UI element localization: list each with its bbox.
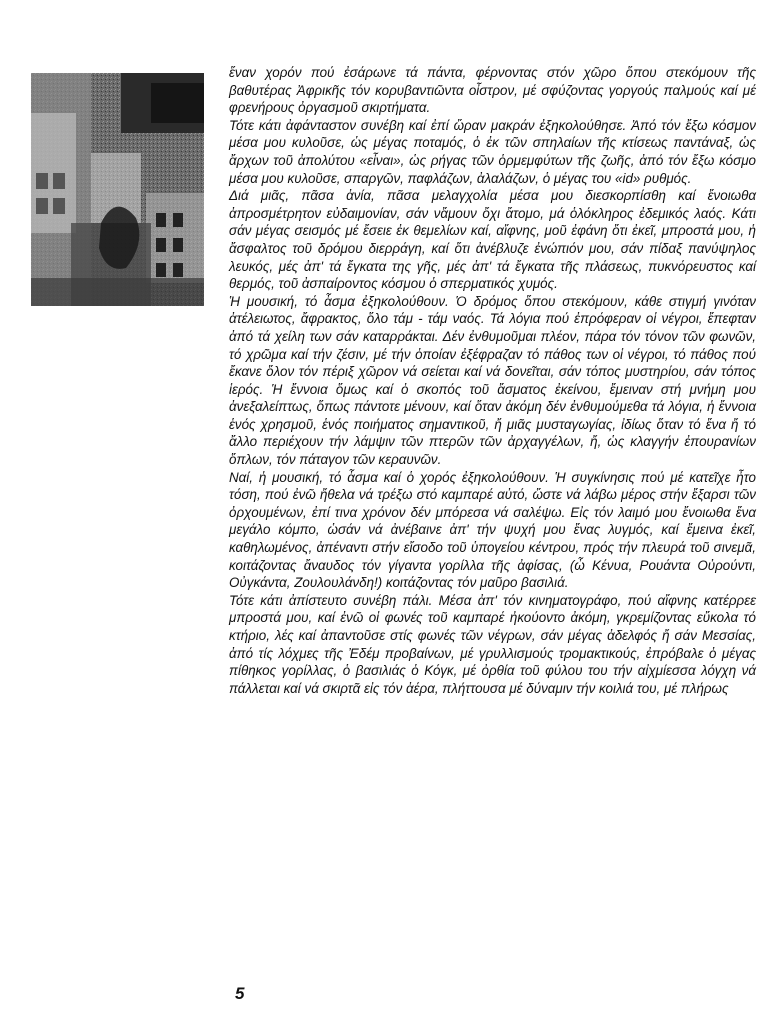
paragraph-3: Διά μιᾶς, πᾶσα ἀνία, πᾶσα μελαγχολία μέσα μου διεσκορπίσθη καί ἔνοιωθα ἀπροσμέτρητον εὐδαιμονίαν, σάν νἄμουν ὄχι ἄτομο, μά ὁλόκληρος ἐδεμικός λαός. Κάτι σάν μέγας σεισμός μέ ἔσειε ἐκ θεμελίων καί, αἴφνης, μοῦ ἐφάνη ὅτι ἐκεῖ, μπροστά μου, ἡ ἄσφαλτος τοῦ δρόμου διερράγη, καί ὅτι ἀνέβλυζε ἐνώπιόν μου, σάν πίδαξ πανύψηλος λευκός, μές ἀπ' τά ἔγκατα της γῆς, μές ἀπ' τά ἔγκατα τῆς πλάσεως, πυκνόρευστος καί θερμός, τοῦ ἀσπαίροντος κόσμου ὁ σπερματικός χυμός.	[229, 188, 756, 292]
paragraph-4: Ἡ μουσική, τό ἆσμα ἐξηκολούθουν. Ὁ δρόμος ὅπου στεκόμουν, κάθε στιγμή γινόταν ἀτέλειωτος, ἄφρακτος, ὅλο τάμ - τάμ ναός. Τά λόγια πού ἐπρόφεραν οἱ νέγροι, ἔπεφταν ἀπό τά χείλη των σάν καταρράκται. Δέν ἐνθυμοῦμαι πλέον, πάρα τόν τόνον τῶν φωνῶν, τό χρῶμα καί τήν ζέσιν, μέ τήν ὁποίαν ἐξέφραζαν τό πάθος των οἱ νέγροι, τό πάθος πού ἔκανε ὅλον τόν πέριξ χῶρον νά σείεται καί νά δονεῖται, σάν τόπος μυστηρίου, σάν τόπος ἱερός. Ἡ ἔννοια ὅμως καί ὁ σκοπός τοῦ ἄσματος ἐκείνου, ἔμειναν στή μνήμη μου ἀνεξαλείπτως, ὅπως πάντοτε μένουν, καί ὅταν ἀκόμη δέν ἐνθυμούμεθα τά λόγια, ἡ ἔννοια ἑνός χρησμοῦ, ἑνός ποιήματος σημαντικοῦ, ἤ μιᾶς μυσταγωγίας, ἰδίως ὅταν τό ἕνα ἤ τό ἄλλο περιέχουν τήν λάμψιν τῶν πτερῶν τῶν ἀρχαγγέλων, ἤ, ὡς κλαγγήν ἐπουρανίων ὅπλων, τόν πάταγον τῶν κεραυνῶν.	[229, 293, 756, 468]
paragraph-1: ἕναν χορόν πού ἐσάρωνε τά πάντα, φέρνοντας στόν χῶρο ὅπου στεκόμουν τῆς βαθυτέρας Ἀφρικῆς τόν κορυβαντιῶντα οἶστρον, μέ σφύζοντας γοργούς παλμούς καί μέ φρενήρους ὀργασμοῦ σκιρτήματα.	[229, 65, 756, 116]
article-text	[229, 64, 756, 697]
street-photograph	[31, 73, 204, 306]
paragraph-6: Τότε κάτι ἀπίστευτο συνέβη πάλι. Μέσα ἀπ' τόν κινηματογράφο, πού αἴφνης κατέρρεε μπροστά μου, καί ἐνῶ οἱ φωνές τοῦ καμπαρέ ἠκούοντο ἀκόμη, γκρεμίζοντας εὔκολα τό κτήριο, λές καί ἀπαντοῦσε στίς φωνές τῶν νέγρων, σάν μέγας ἀδελφός ἤ σάν Μεσσίας, ἀπό τίς λόχμες τῆς Ἐδέμ προβαίνων, μέ γρυλλισμούς τρομακτικούς, ἐπρόβαλε ὁ μέγας πίθηκος γορίλλας, ὁ βασιλιάς ὁ Κόγκ, μέ ὀρθία τοῦ φύλου του τήν αἰχμίεσσα λόγχη νά πάλλεται καί νά σκιρτᾶ εἰς τόν ἀέρα, πλήττουσα μέ δύναμιν τήν κοιλιά του, μέ πλήρως	[229, 592, 756, 696]
paragraph-2: Τότε κάτι ἀφάνταστον συνέβη καί ἐπί ὥραν μακράν ἐξηκολούθησε. Ἀπό τόν ἔξω κόσμον μέσα μου κυλοῦσε, ὡς μέγας ποταμός, ὁ ἐκ τῶν σπηλαίων τῆς κτίσεως παντάναξ, ὡς ἄρχων τοῦ ἀπολύτου «εἶναι», ὡς ρήγας τῶν ὁρμεμφύτων τῆς ζωῆς, ἀπό τόν ἔξω κόσμο μέσα μου κυλοῦσε, σπαργῶν, παφλάζων, ἀλαλάζων, ὁ μέγας του «id» ρυθμός.	[229, 117, 756, 186]
paragraph-5: Ναί, ἡ μουσική, τό ἆσμα καί ὁ χορός ἐξηκολούθουν. Ἡ συγκίνησις πού μέ κατεῖχε ἦτο τόση, πού ἐνῶ ἤθελα νά τρέξω στό καμπαρέ αὐτό, ὥστε νά λάβω μέρος στήν ἔξαρσι τῶν ὀρχουμένων, ἐπί τινα χρόνον δέν μπόρεσα νά σαλέψω. Εἰς τόν λαιμό μου ἔνοιωθα ἕνα μεγάλο κόμπο, ὡσάν νά ἀνέβαινε ἀπ' τήν ψυχή μου ἕνας λυγμός, καί ἔμεινα ἐκεῖ, καθηλωμένος, ἀπέναντι στήν εἴσοδο τοῦ ὑπογείου κέντρου, πρός τήν πλευρά τοῦ σινεμᾶ, κοιτάζοντας ἄναυδος τόν γίγαντα γορίλλα τῆς ἀφίσας, (ὦ Κένυα, Ρουάντα Οὐρούντι, Οὐγκάντα, Ζουλουλάνδη!) κοιτάζοντας τόν μαῦρο βασιλιά.	[229, 469, 756, 591]
photograph-icon	[31, 73, 204, 306]
page-number: 5	[235, 984, 245, 1003]
